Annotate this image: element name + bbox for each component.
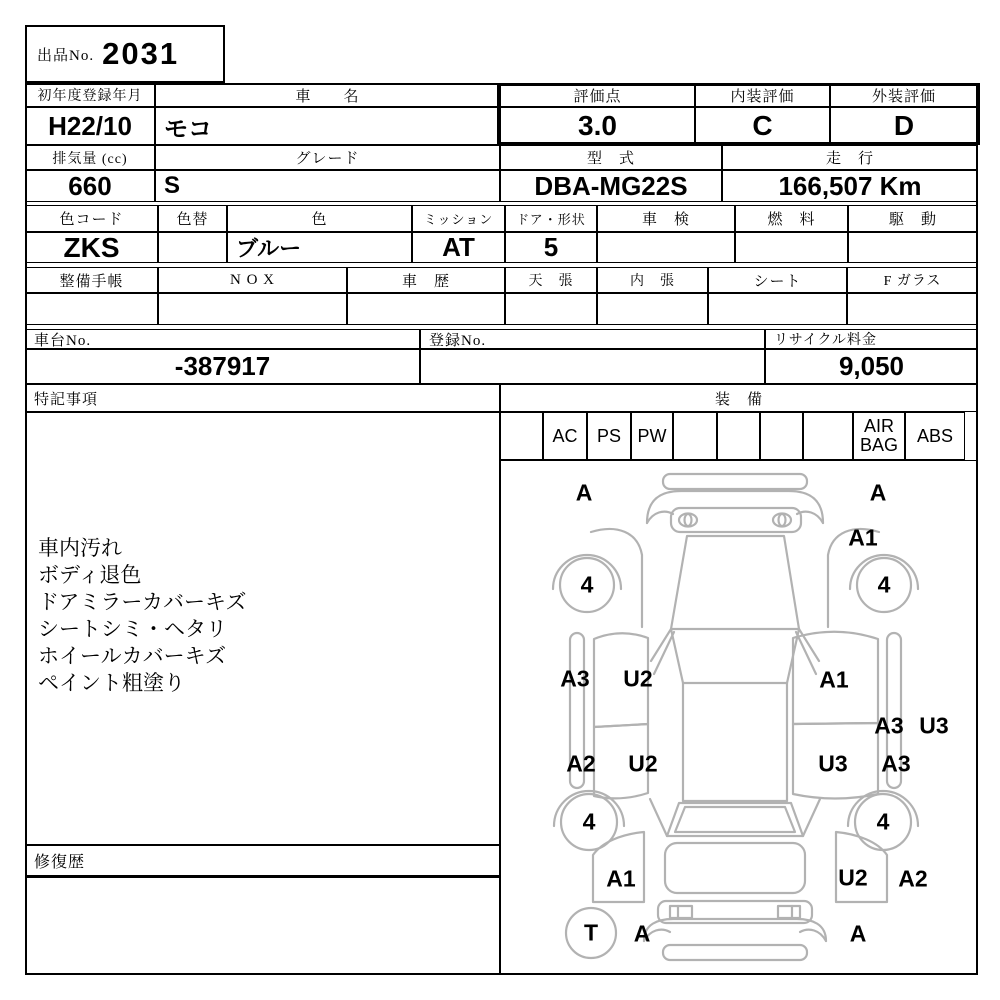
score-header: 評価点 [500, 83, 695, 107]
equipment-cell-1 [500, 412, 543, 460]
damage-mark-a1-16: A1 [606, 865, 636, 892]
color-code-value: ZKS [25, 232, 158, 263]
equipment-cell-airbag: AIR BAG [853, 412, 905, 460]
seat-header: シート [708, 267, 847, 293]
damage-mark-t-19: T [583, 919, 599, 946]
damage-mark-a3-8: A3 [874, 712, 904, 739]
doors-header: ドア・形状 [505, 205, 597, 232]
note-line: ペイント粗塗り [38, 672, 185, 695]
note-line: ボディ退色 [38, 564, 142, 587]
grade-value: S [155, 170, 500, 202]
headliner-value [505, 293, 597, 325]
damage-mark-a-21: A [849, 920, 867, 947]
note-line: シートシミ・ヘタリ [38, 618, 227, 641]
service-book-header: 整備手帳 [25, 267, 158, 293]
equipment-cell-ps: PS [587, 412, 631, 460]
recycle-fee-value: 9,050 [765, 349, 978, 384]
chassis-no-header: 車台No. [25, 329, 420, 349]
fuel-value [735, 232, 848, 263]
f-glass-value [847, 293, 978, 325]
equipment-cell-8 [803, 412, 853, 460]
color-header: 色 [227, 205, 412, 232]
damage-mark-4-3: 4 [580, 571, 594, 598]
mileage-header: 走 行 [722, 145, 978, 170]
damage-mark-u2-17: U2 [838, 864, 868, 891]
damage-mark-4-4: 4 [877, 571, 891, 598]
nox-value [158, 293, 347, 325]
damage-mark-a-1: A [869, 479, 887, 506]
equipment-cell-abs: ABS [905, 412, 965, 460]
damage-mark-u3-12: U3 [818, 750, 848, 777]
equipment-cell-6 [717, 412, 760, 460]
damage-mark-a3-13: A3 [881, 750, 911, 777]
damage-mark-a1-7: A1 [819, 666, 849, 693]
auction-number-label: 出品No. [37, 47, 95, 64]
registration-no-header: 登録No. [420, 329, 765, 349]
mileage-value: 166,507 Km [722, 170, 978, 202]
repair-history-header: 修復歴 [25, 845, 500, 877]
car-diagram-svg [501, 461, 979, 976]
auction-number-box [25, 25, 225, 83]
grade-header: グレード [155, 145, 500, 170]
drive-value [848, 232, 978, 263]
damage-mark-a-0: A [575, 479, 593, 506]
car-name-header: 車 名 [155, 83, 500, 107]
interior-grade-value: C [695, 107, 830, 145]
equipment-cell-ac: AC [543, 412, 587, 460]
damage-mark-a3-5: A3 [560, 665, 590, 692]
first-registration-header: 初年度登録年月 [25, 83, 155, 107]
trim-value [597, 293, 708, 325]
recycle-fee-header: リサイクル料金 [765, 329, 978, 349]
registration-no-value [420, 349, 765, 384]
doors-value: 5 [505, 232, 597, 263]
history-value [347, 293, 505, 325]
equipment-cell-7 [760, 412, 803, 460]
transmission-header: ミッション [412, 205, 505, 232]
nox-header: N O X [158, 267, 347, 293]
score-value: 3.0 [500, 107, 695, 145]
note-line: ドアミラーカバーキズ [38, 591, 247, 614]
damage-mark-u2-6: U2 [623, 665, 653, 692]
interior-grade-header: 内装評価 [695, 83, 830, 107]
damage-mark-4-15: 4 [876, 808, 890, 835]
car-name-value: モコ [155, 107, 500, 145]
fuel-header: 燃 料 [735, 205, 848, 232]
equipment-header: 装 備 [500, 384, 978, 412]
displacement-value: 660 [25, 170, 155, 202]
first-registration-value: H22/10 [25, 107, 155, 145]
damage-mark-4-14: 4 [582, 808, 596, 835]
headliner-header: 天 張 [505, 267, 597, 293]
trim-header: 内 張 [597, 267, 708, 293]
auction-number-value: 2031 [102, 36, 180, 71]
color-code-header: 色コード [25, 205, 158, 232]
model-code-header: 型 式 [500, 145, 722, 170]
color-change-header: 色替 [158, 205, 227, 232]
damage-mark-a-20: A [633, 920, 651, 947]
exterior-grade-header: 外装評価 [830, 83, 978, 107]
inspection-value [597, 232, 735, 263]
damage-mark-a2-18: A2 [898, 865, 928, 892]
equipment-cell-5 [673, 412, 717, 460]
equipment-cell-pw: PW [631, 412, 673, 460]
service-book-value [25, 293, 158, 325]
f-glass-header: F ガラス [847, 267, 978, 293]
seat-value [708, 293, 847, 325]
color-value: ブルー [227, 232, 412, 263]
history-header: 車 歴 [347, 267, 505, 293]
displacement-header: 排気量 (cc) [25, 145, 155, 170]
damage-mark-a2-10: A2 [566, 750, 596, 777]
notes-header: 特記事項 [25, 384, 500, 412]
notes-box [25, 412, 500, 845]
exterior-grade-value: D [830, 107, 978, 145]
note-line: 車内汚れ [38, 537, 122, 560]
color-change-value [158, 232, 227, 263]
transmission-value: AT [412, 232, 505, 263]
damage-mark-a1-2: A1 [848, 524, 878, 551]
note-line: ホイールカバーキズ [38, 645, 227, 668]
model-code-value: DBA-MG22S [500, 170, 722, 202]
car-diagram [500, 460, 978, 975]
chassis-no-value: -387917 [25, 349, 420, 384]
damage-mark-u2-11: U2 [628, 750, 658, 777]
damage-mark-u3-9: U3 [919, 712, 949, 739]
repair-history-box [25, 877, 500, 975]
inspection-header: 車 検 [597, 205, 735, 232]
drive-header: 駆 動 [848, 205, 978, 232]
